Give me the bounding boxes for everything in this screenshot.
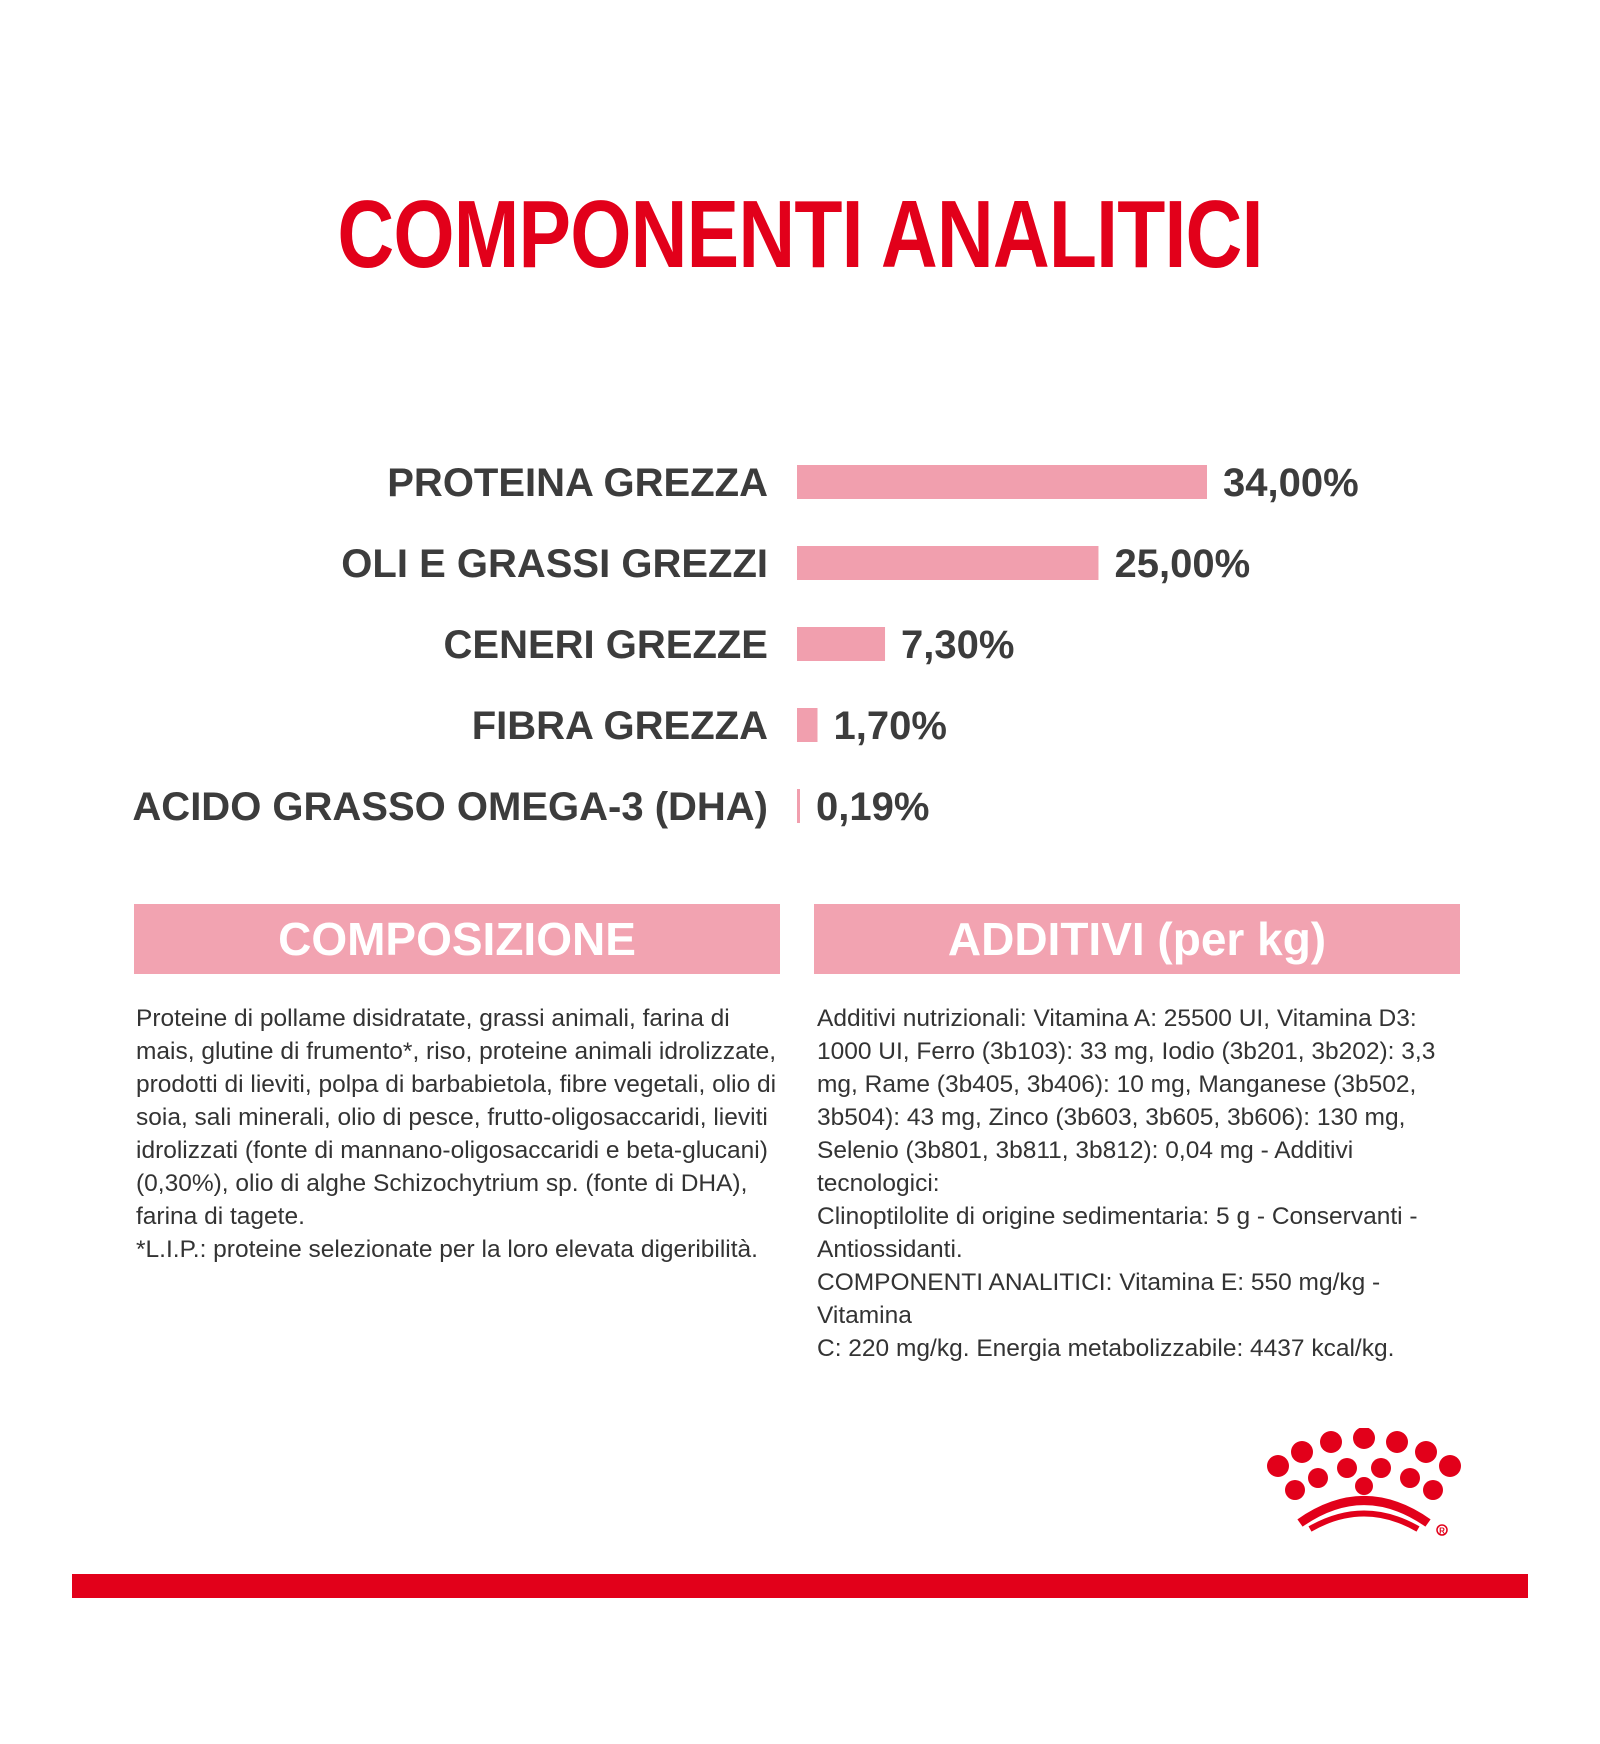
bar bbox=[797, 546, 1098, 580]
bar-value-label: 1,70% bbox=[833, 704, 947, 748]
bar-label: ACIDO GRASSO OMEGA-3 (DHA) bbox=[132, 785, 768, 829]
bar bbox=[797, 789, 800, 823]
bar-value-label: 25,00% bbox=[1114, 542, 1251, 586]
bar-label: FIBRA GREZZA bbox=[471, 704, 768, 748]
bar bbox=[797, 708, 818, 742]
nutrient-bar-chart bbox=[0, 440, 1600, 840]
bar-label: CENERI GREZZE bbox=[443, 623, 768, 667]
bar-label: PROTEINA GREZZA bbox=[387, 461, 768, 505]
additivi-header bbox=[814, 904, 1460, 974]
composizione-header bbox=[134, 904, 780, 974]
page-title: COMPONENTI ANALITICI bbox=[337, 181, 1263, 288]
bar bbox=[797, 627, 885, 661]
bar-value-label: 7,30% bbox=[901, 623, 1015, 667]
additivi-text: Additivi nutrizionali: Vitamina A: 25500 UI, Vitamina D3: 1000 UI, Ferro (3b103): 33 mg, Iodio (3b201, 3b202): 3,3 mg, Rame (3b405, 3b406): 10 mg, Manganese (3b502, 3b504): 43 mg, Zinco (3b603, 3b605, 3b606): 130 mg, Selenio (3b801, 3b811, 3b812): 0,04 mg - Additivi tecnologici: Clinoptilolite di origine sedimentaria: 5 g - Conservanti - Antiossidanti. COMPONENTI ANALITICI: Vitamina E: 550 mg/kg - Vitamina C: 220 mg/kg. Energia metabolizzabile: 4437 kcal/kg. bbox=[817, 1005, 1436, 1362]
bar bbox=[797, 465, 1207, 499]
additivi-header-label: ADDITIVI (per kg) bbox=[947, 913, 1327, 965]
bar-label: OLI E GRASSI GREZZI bbox=[341, 542, 768, 586]
bar-value-label: 34,00% bbox=[1223, 461, 1359, 505]
bar-value-label: 0,19% bbox=[816, 785, 930, 829]
crown-icon bbox=[1266, 1428, 1462, 1540]
composizione-text: Proteine di pollame disidratate, grassi animali, farina di mais, glutine di frumento*, riso, proteine animali idrolizzate, prodotti di lieviti, polpa di barbabietola, fibre vegetali, olio di soia, sali minerali, olio di pesce, frutto-oligosaccaridi, lieviti idrolizzati (fonte di mannano-oligosaccaridi e beta-glucani) (0,30%), olio di alghe Schizochytrium sp. (fonte di DHA), farina di tagete. *L.I.P.: proteine selezionate per la loro elevata digeribilità. bbox=[136, 1005, 777, 1263]
footer-divider bbox=[72, 1574, 1528, 1598]
svg-text:R: R bbox=[1439, 1526, 1445, 1536]
composizione-header-label: COMPOSIZIONE bbox=[278, 913, 636, 965]
